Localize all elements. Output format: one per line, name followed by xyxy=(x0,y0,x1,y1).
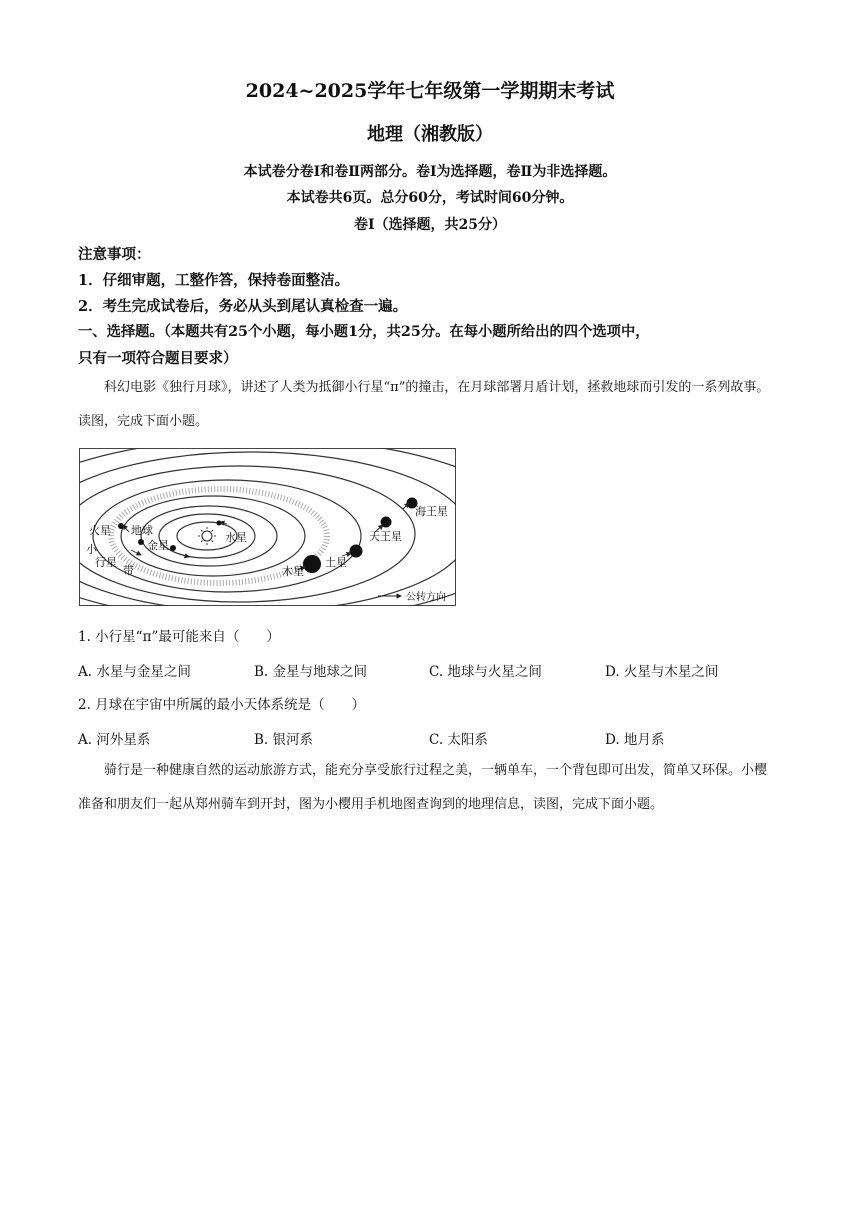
label-belt-1: 小 xyxy=(86,543,97,556)
label-uranus: 天王星 xyxy=(369,530,402,543)
saturn-dot xyxy=(350,545,363,558)
section-heading: 卷Ⅰ（选择题，共25分） xyxy=(353,217,507,233)
question-2-option-c[interactable]: C. 太阳系 xyxy=(429,732,488,748)
question-2-option-b[interactable]: B. 银河系 xyxy=(254,732,314,748)
question-2-stem: 2. 月球在宇宙中所属的最小天体系统是（ ） xyxy=(78,697,366,713)
exam-info-1: 本试卷分卷Ⅰ和卷Ⅱ两部分。卷Ⅰ为选择题，卷Ⅱ为非选择题。 xyxy=(243,164,617,180)
question-2-option-a[interactable]: A. 河外星系 xyxy=(78,732,151,748)
passage-2: 骑行是一种健康自然的运动旅游方式，能充分享受旅行过程之美，一辆单车，一个背包即可出发，简单又环保。小樱准备和朋友们一起从郑州骑车到开封，图为小樱用手机地图查询到的地理信息，读图，完成下面小题。 xyxy=(78,763,768,812)
earth-dot xyxy=(138,539,144,545)
label-mars: 火星 xyxy=(89,524,111,537)
label-belt-2: 行星 xyxy=(95,556,117,569)
question-1-option-c[interactable]: C. 地球与火星之间 xyxy=(429,664,542,680)
legend-label: 公转方向 xyxy=(406,592,446,603)
label-venus: 金星 xyxy=(147,539,169,552)
label-neptune: 海王星 xyxy=(415,505,448,518)
label-jupiter: 木星 xyxy=(282,565,304,578)
question-1-option-b[interactable]: B. 金星与地球之间 xyxy=(254,664,368,680)
label-mercury: 水星 xyxy=(225,531,247,544)
question-2-option-d[interactable]: D. 地月系 xyxy=(605,732,665,748)
question-1-option-a[interactable]: A. 水星与金星之间 xyxy=(78,664,191,680)
exam-info-2: 本试卷共6页。总分60分，考试时间60分钟。 xyxy=(286,190,574,206)
exam-title: 2024~2025学年七年级第一学期期末考试 xyxy=(245,80,615,102)
label-belt-3: 带 xyxy=(123,564,134,577)
venus-dot xyxy=(170,545,176,551)
jupiter-dot xyxy=(303,555,321,573)
solar-system-figure xyxy=(79,448,456,606)
part1-instructions-line2: 只有一项符合题目要求） xyxy=(78,350,238,367)
exam-subtitle: 地理（湘教版） xyxy=(367,124,493,145)
notes-heading: 注意事项： xyxy=(78,246,151,263)
part1-instructions-line1: 一、选择题。（本题共有25个小题，每小题1分，共25分。在每小题所给出的四个选项中， xyxy=(78,324,650,340)
label-earth: 地球 xyxy=(131,524,153,537)
notes-item-1: 1．仔细审题，工整作答，保持卷面整洁。 xyxy=(78,272,350,289)
passage-1: 科幻电影《独行月球》，讲述了人类为抵御小行星“π”的撞击，在月球部署月盾计划，拯救地球而引发的一系列故事。读图，完成下面小题。 xyxy=(78,380,770,429)
notes-item-2: 2．考生完成试卷后，务必从头到尾认真检查一遍。 xyxy=(78,298,408,315)
mercury-dot xyxy=(217,521,222,526)
question-1-stem: 1. 小行星“π”最可能来自（ ） xyxy=(78,629,280,645)
question-1-option-d[interactable]: D. 火星与木星之间 xyxy=(605,664,719,680)
label-saturn: 土星 xyxy=(325,556,347,569)
mars-dot xyxy=(118,523,124,529)
